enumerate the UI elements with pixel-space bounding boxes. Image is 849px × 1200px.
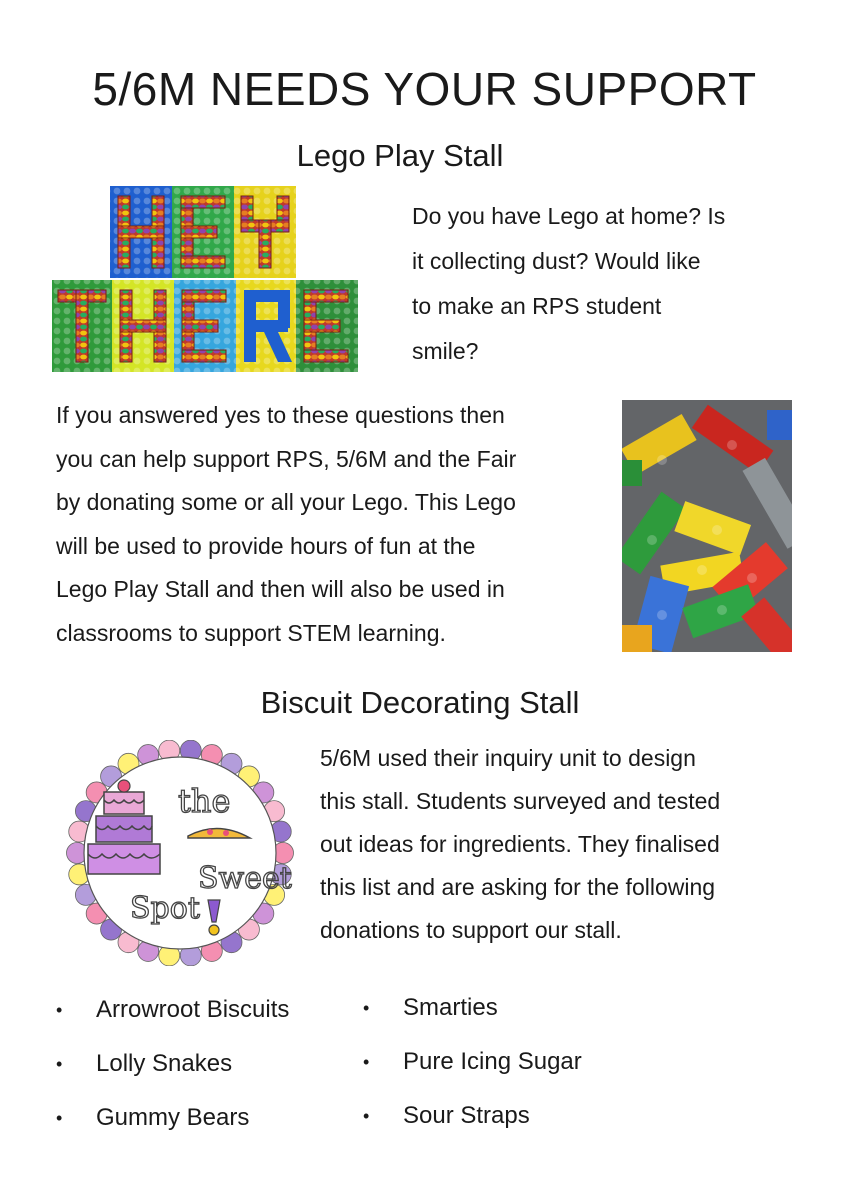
donation-list-column-1: [56, 983, 289, 1145]
hey-there-lego-image: [52, 186, 358, 372]
list-item: [363, 1035, 582, 1089]
list-item-label: Pure Icing Sugar: [403, 1048, 582, 1075]
text-line: Lego Play Stall and then will also be used in: [56, 576, 505, 602]
list-item: [56, 1091, 289, 1145]
bullet: •: [56, 1108, 63, 1128]
text-line: Do you have Lego at home? Is: [412, 203, 726, 229]
list-item: [56, 1037, 289, 1091]
bullet: •: [363, 1052, 370, 1072]
lego-question-text: [412, 194, 812, 374]
biscuit-stall-heading: Biscuit Decorating Stall: [260, 685, 580, 720]
text-line: 5/6M used their inquiry unit to design: [320, 745, 696, 771]
text-line: this list and are asking for the following: [320, 874, 716, 900]
text-line: out ideas for ingredients. They finalised: [320, 831, 720, 857]
bullet: •: [56, 1000, 63, 1020]
list-item-label: Lolly Snakes: [96, 1050, 233, 1077]
list-item: [56, 983, 289, 1037]
text-line: it collecting dust? Would like: [412, 248, 701, 274]
logo-text-spot: Spot: [130, 891, 200, 926]
list-item-label: Sour Straps: [403, 1102, 530, 1129]
biscuit-description-text: [320, 737, 830, 952]
bullet: •: [363, 1106, 370, 1126]
page-title: 5/6M NEEDS YOUR SUPPORT: [92, 63, 757, 115]
logo-text-sweet: Sweet: [198, 861, 292, 896]
text-line: this stall. Students surveyed and tested: [320, 788, 721, 814]
list-item-label: Smarties: [403, 994, 498, 1021]
text-line: will be used to provide hours of fun at the: [56, 532, 476, 559]
text-line: you can help support RPS, 5/6M and the Fair: [56, 445, 517, 472]
text-line: If you answered yes to these questions then: [56, 402, 505, 428]
lego-stall-heading: Lego Play Stall: [296, 138, 504, 173]
list-item: [363, 1089, 582, 1143]
sweet-spot-logo: [60, 740, 300, 966]
donation-list-column-2: [363, 981, 582, 1143]
bullet: •: [56, 1054, 63, 1074]
text-line: by donating some or all your Lego. This Lego: [56, 489, 516, 515]
text-line: smile?: [412, 338, 479, 364]
list-item: [363, 981, 582, 1035]
lego-support-text: [56, 394, 616, 655]
bullet: •: [363, 998, 370, 1018]
logo-text-the: the: [178, 782, 231, 820]
list-item-label: Gummy Bears: [96, 1104, 250, 1131]
lego-bricks-photo: [622, 400, 792, 652]
list-item-label: Arrowroot Biscuits: [96, 996, 290, 1023]
text-line: donations to support our stall.: [320, 917, 622, 943]
text-line: to make an RPS student: [412, 293, 662, 319]
text-line: classrooms to support STEM learning.: [56, 619, 446, 646]
